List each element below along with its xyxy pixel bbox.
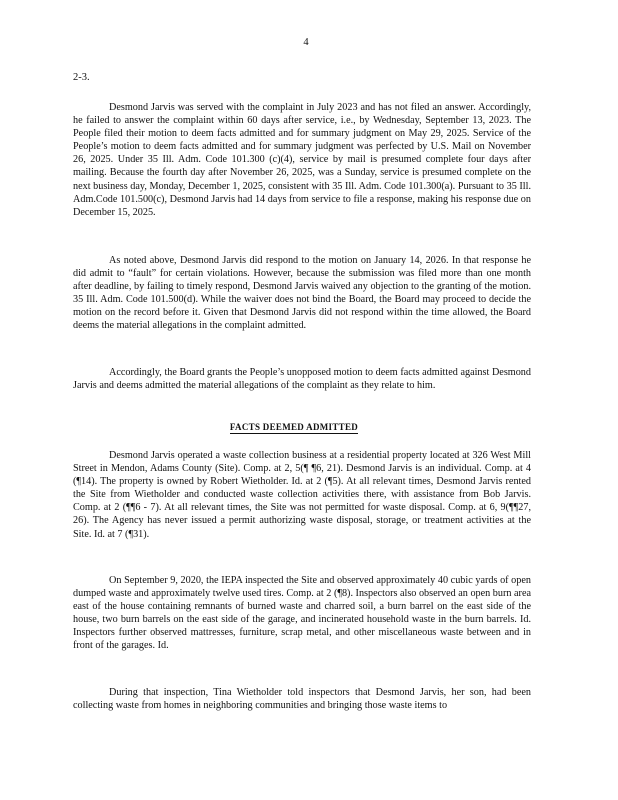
paragraph-facts-statement: During that inspection, Tina Wietholder told inspectors that Desmond Jarvis, her son, had been collecting waste from homes in neighboring communities and bringing those waste items to: [73, 687, 531, 712]
paragraph-facts-inspection: On September 9, 2020, the IEPA inspected the Site and observed approximately 40 cubic yards of open dumped waste and approximately twelve used tires. Comp. at 2 (¶8). Inspectors also observed an open burn area east of the house containing remnants of burned waste and charred soil, a burn barrel on the east side of the house, two burn barrels on the east side of the garage, and incinerated household waste in the burn barrels. Id. Inspectors further observed mattresses, furniture, scrap metal, and other miscellaneous waste between and in front of the garages. Id.: [73, 575, 531, 652]
section-reference: 2-3.: [73, 72, 90, 83]
section-heading-text: FACTS DEEMED ADMITTED: [229, 422, 359, 432]
paragraph-facts-operation: Desmond Jarvis operated a waste collection business at a residential property located at 326 West Mill Street in Mendon, Adams County (Site). Comp. at 2, 5(¶ ¶6, 21). Desmond Jarvis is an individual. Comp. at 4 (¶14). The property is owned by Robert Wietholder. Id. at 2 (¶5). At all relevant times, Desmond Jarvis rented the Site from Wietholder and conducted waste collection activities there, with assistance from Bob Jarvis. Comp. at 2 (¶¶6 - 7). At all relevant times, the Site was not permitted for waste disposal. Comp. at 6, 9(¶¶27, 26). The Agency has never issued a permit authorizing waste disposal, storage, or treatment activities at the Site. Id. at 7 (¶31).: [73, 450, 531, 540]
section-heading: [0, 422, 588, 432]
page-number: 4: [303, 37, 309, 48]
paragraph-response: As noted above, Desmond Jarvis did respond to the motion on January 14, 2026. In that response he did admit to “fault” for certain violations. However, because the submission was filed more than one month after deadline, by failing to timely respond, Desmond Jarvis waived any objection to the granting of the motion. 35 Ill. Adm. Code 101.500(d). While the waiver does not bind the Board, the Board may proceed to decide the motion on the record before it. Given that Desmond Jarvis did not respond within the time allowed, the Board deems the material allegations in the complaint admitted.: [73, 255, 531, 332]
paragraph-service: Desmond Jarvis was served with the complaint in July 2023 and has not filed an answer. Accordingly, he failed to answer the complaint within 60 days after service, i.e., by Wednesday, September 13, 2023. The People filed their motion to deem facts admitted and for summary judgment on May 29, 2025. Service of the People’s motion to deem facts admitted and for summary judgment was perfected by U.S. Mail on November 26, 2025. Under 35 Ill. Adm. Code 101.300 (c)(4), service by mail is presumed complete four days after mailing. Because the fourth day after November 26, 2025, was a Sunday, service is presumed complete on the next business day, Monday, December 1, 2025, consistent with 35 Ill. Adm. Code 101.300(a). Pursuant to 35 Ill. Adm.Code 101.500(c), Desmond Jarvis had 14 days from service to file a response, making his response due on December 15, 2025.: [73, 102, 531, 218]
paragraph-grant: Accordingly, the Board grants the People’s unopposed motion to deem facts admitted against Desmond Jarvis and deems admitted the material allegations of the complaint as they relate to him.: [73, 367, 531, 392]
